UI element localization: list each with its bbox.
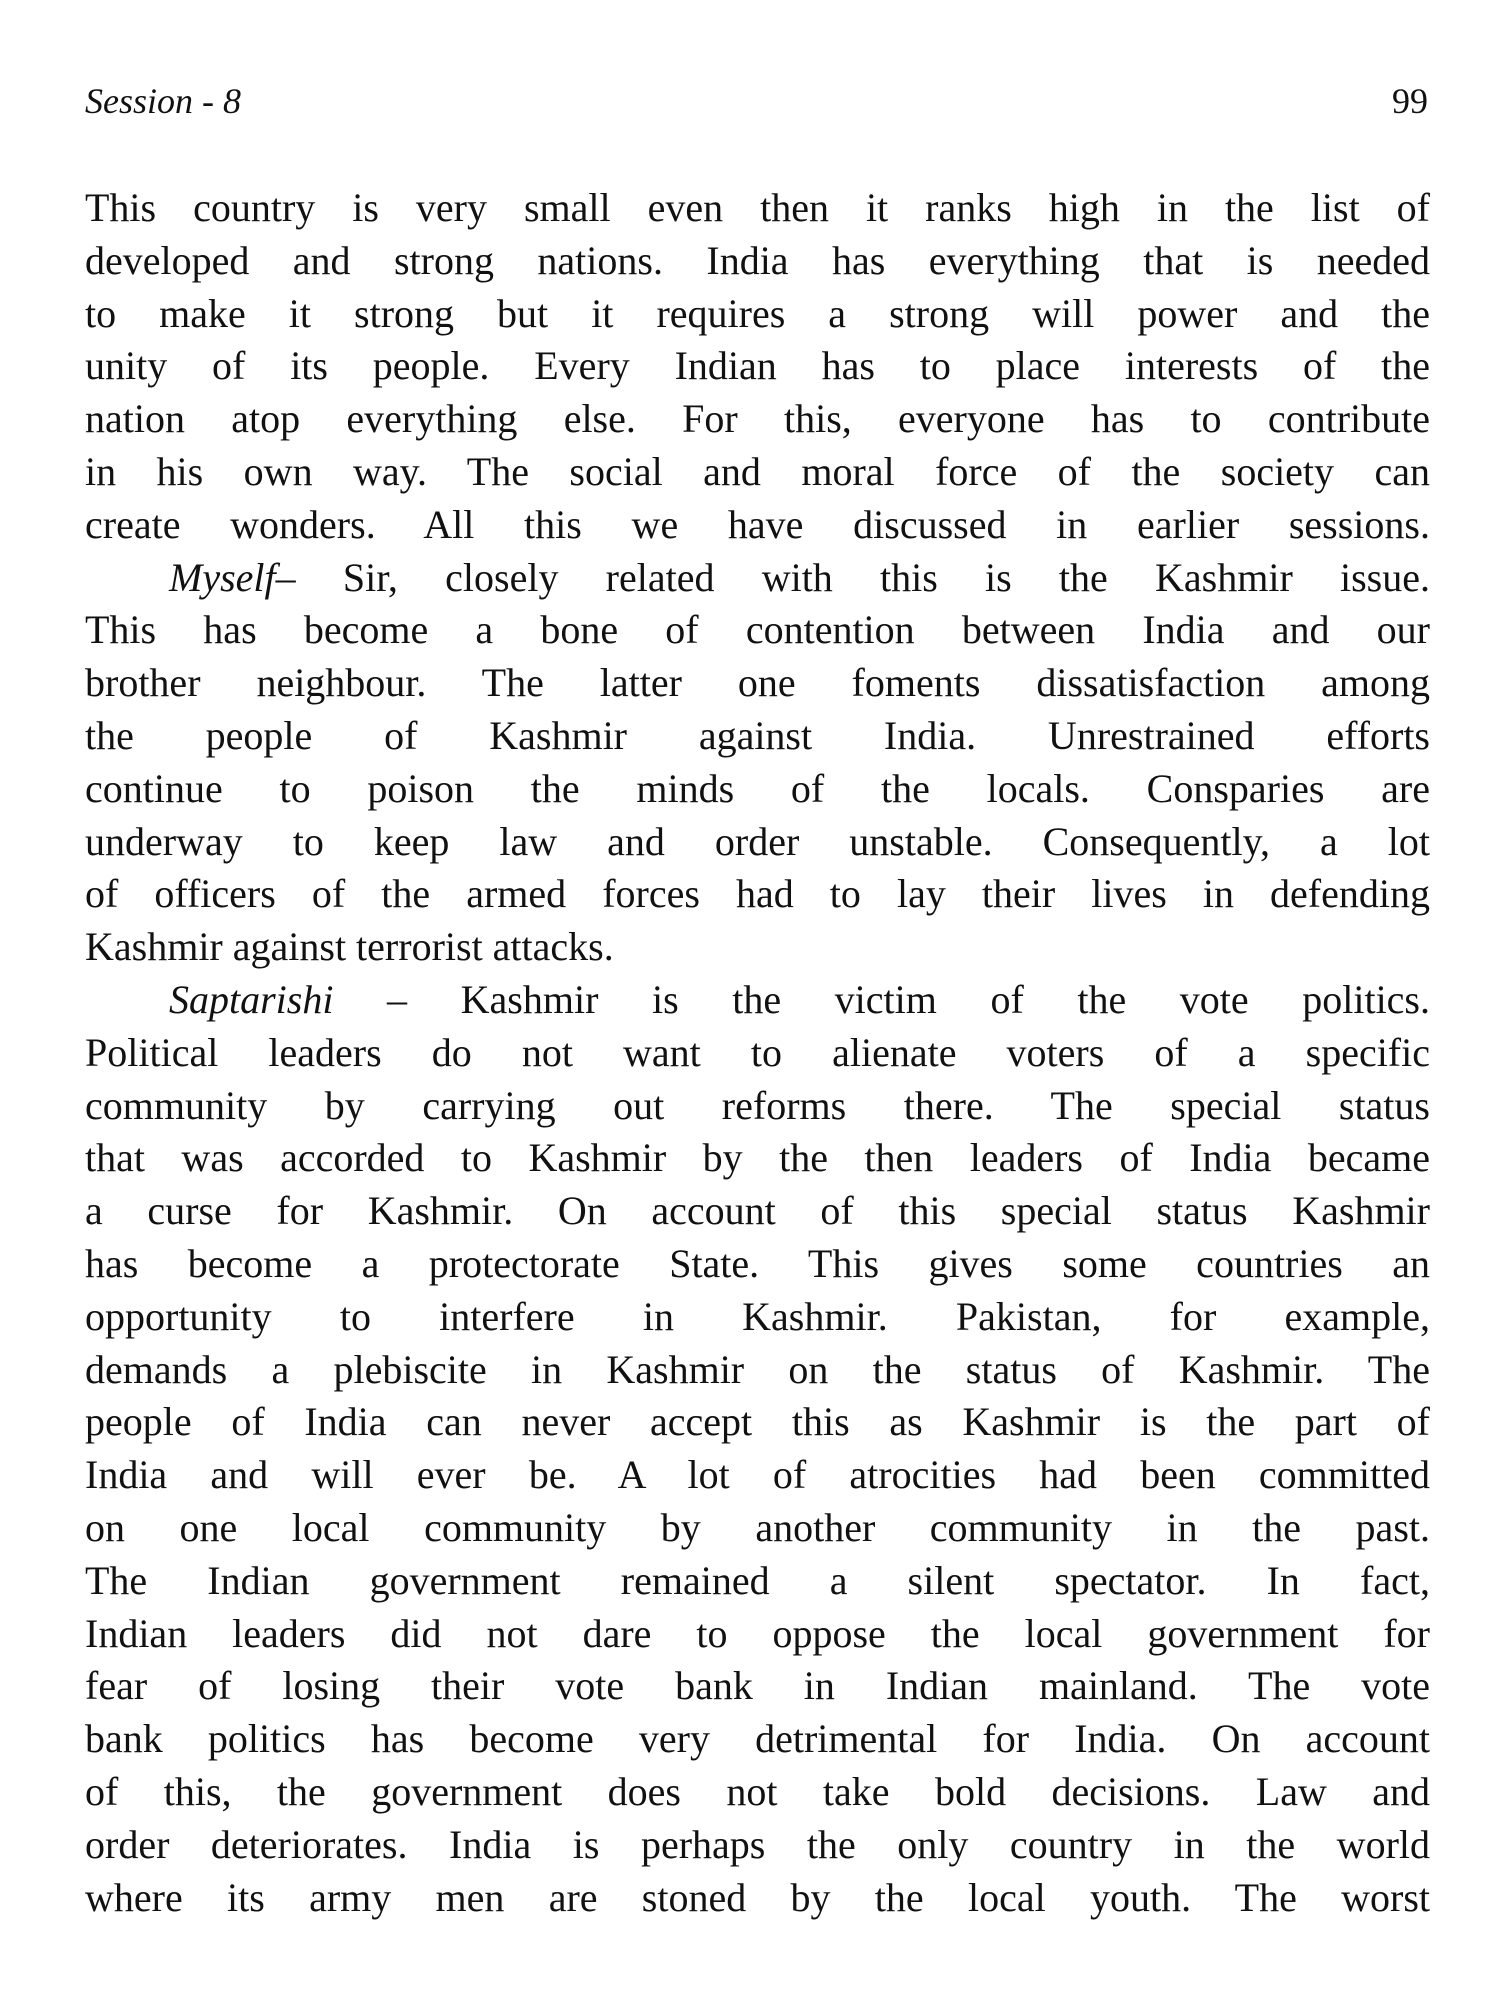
text-line: to make it strong but it requires a strong will power and the	[85, 290, 1430, 336]
text-line: bank politics has become very detrimental for India. On account	[85, 1716, 1430, 1762]
paragraph	[85, 974, 1430, 1924]
text-line: This has become a bone of contention between India and our	[85, 607, 1430, 653]
text-line: order deteriorates. India is perhaps the only country in the world	[85, 1821, 1430, 1867]
text-line: the people of Kashmir against India. Unrestrained efforts	[85, 712, 1430, 758]
page-header	[85, 80, 1428, 130]
paragraph	[85, 182, 1430, 552]
text-line: in his own way. The social and moral force of the society can	[85, 448, 1430, 494]
text-line: create wonders. All this we have discussed in earlier sessions.	[85, 501, 1430, 547]
text-line: India and will ever be. A lot of atrocities had been committed	[85, 1452, 1430, 1498]
text-line: The Indian government remained a silent spectator. In fact,	[85, 1557, 1430, 1603]
page-number: 99	[1392, 81, 1428, 121]
text-line	[85, 552, 1430, 605]
text-line	[85, 974, 1430, 1027]
line-text: Kashmir is the victim of the vote politics.	[460, 976, 1430, 1022]
text-line: fear of losing their vote bank in Indian mainland. The vote	[85, 1663, 1430, 1709]
text-line: of this, the government does not take bold decisions. Law and	[85, 1768, 1430, 1814]
text-line: Political leaders do not want to alienate voters of a specific	[85, 1029, 1430, 1075]
line-text: Sir, closely related with this is the Kashmir issue.	[342, 554, 1430, 600]
text-line: Indian leaders did not dare to oppose the local government for	[85, 1610, 1430, 1656]
body-text	[85, 182, 1430, 1924]
paragraph	[85, 552, 1430, 974]
text-line: demands a plebiscite in Kashmir on the status of Kashmir. The	[85, 1346, 1430, 1392]
speaker-name: Saptarishi –	[169, 976, 408, 1022]
text-line: of officers of the armed forces had to lay their lives in defending	[85, 871, 1430, 917]
text-line: developed and strong nations. India has everything that is needed	[85, 237, 1430, 283]
text-line: Kashmir against terrorist attacks.	[85, 924, 614, 970]
text-line: has become a protectorate State. This gives some countries an	[85, 1240, 1430, 1286]
text-line: opportunity to interfere in Kashmir. Pakistan, for example,	[85, 1293, 1430, 1339]
text-line: a curse for Kashmir. On account of this special status Kashmir	[85, 1188, 1430, 1234]
text-line: brother neighbour. The latter one foments dissatisfaction among	[85, 660, 1430, 706]
text-line: that was accorded to Kashmir by the then leaders of India became	[85, 1135, 1430, 1181]
text-line: people of India can never accept this as Kashmir is the part of	[85, 1399, 1430, 1445]
text-line: unity of its people. Every Indian has to place interests of the	[85, 343, 1430, 389]
text-line: community by carrying out reforms there. The special status	[85, 1082, 1430, 1128]
speaker-name: Myself–	[169, 554, 296, 600]
text-line: on one local community by another community in the past.	[85, 1504, 1430, 1550]
text-line: This country is very small even then it ranks high in the list of	[85, 185, 1430, 230]
text-line: nation atop everything else. For this, everyone has to contribute	[85, 396, 1430, 442]
text-line: where its army men are stoned by the local youth. The worst	[85, 1874, 1430, 1920]
text-line: continue to poison the minds of the locals. Consparies are	[85, 765, 1430, 811]
text-line: underway to keep law and order unstable. Consequently, a lot	[85, 818, 1430, 864]
running-title: Session - 8	[85, 81, 241, 121]
